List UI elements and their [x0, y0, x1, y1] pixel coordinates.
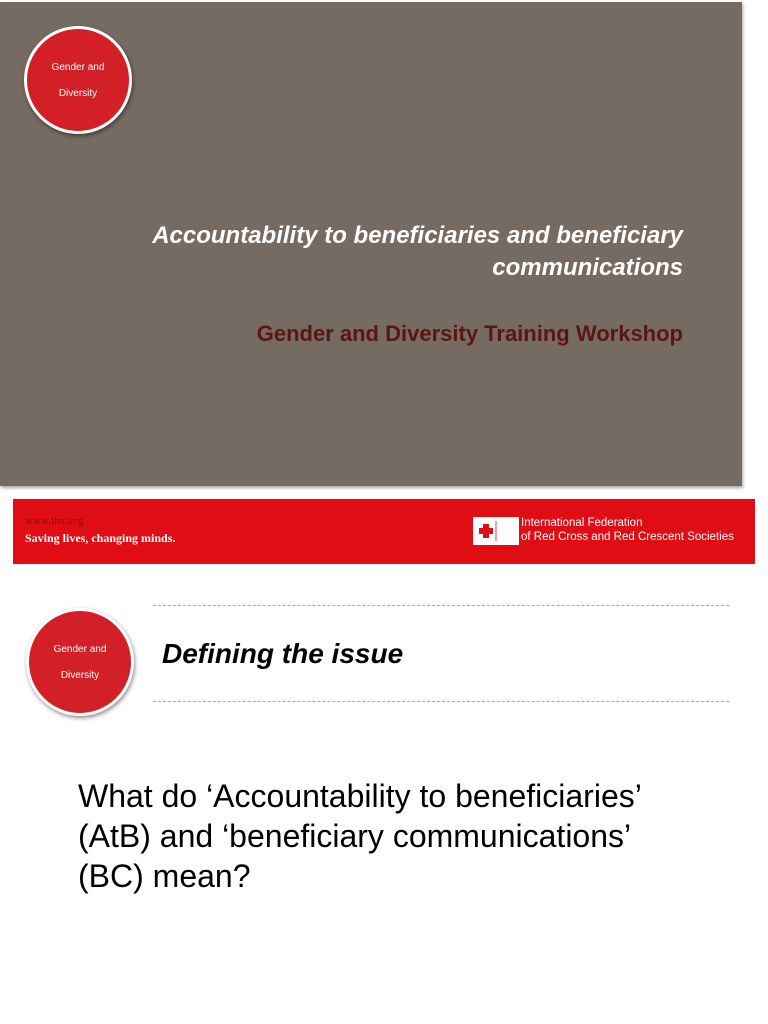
badge-line-1: Gender and [51, 61, 105, 73]
slide-subtitle: Gender and Diversity Training Workshop [256, 321, 683, 346]
title-slide [0, 2, 742, 486]
slide-title [3, 220, 683, 284]
question-line-2: (AtB) and ‘beneficiary communications’ [78, 818, 632, 854]
section-title: Defining the issue [162, 638, 404, 669]
organization-name-line-2: of Red Cross and Red Crescent Societies [521, 531, 734, 543]
organization-name-line-1: International Federation [521, 517, 643, 529]
slide-title-line-1: Accountability to beneficiaries and beneficiary [152, 222, 683, 249]
divider-bottom [153, 701, 729, 702]
footer-bar [13, 499, 755, 564]
divider-top [153, 605, 729, 606]
slide-title-line-2: communications [492, 254, 683, 281]
badge-2-line-1: Gender and [53, 643, 107, 655]
organization-name [521, 516, 734, 544]
tagline: Saving lives, changing minds. [25, 531, 176, 545]
question-text [78, 776, 718, 896]
badge-line-2: Diversity [58, 87, 98, 99]
website-link[interactable]: www.ifrc.org [25, 515, 84, 527]
question-line-3: (BC) mean? [78, 858, 251, 894]
gender-diversity-badge [24, 26, 132, 134]
gender-diversity-badge-2 [26, 608, 134, 716]
badge-2-line-2: Diversity [60, 669, 100, 681]
red-cross-crescent-logo-icon [473, 517, 519, 545]
question-line-1: What do ‘Accountability to beneficiaries’ [78, 778, 642, 814]
